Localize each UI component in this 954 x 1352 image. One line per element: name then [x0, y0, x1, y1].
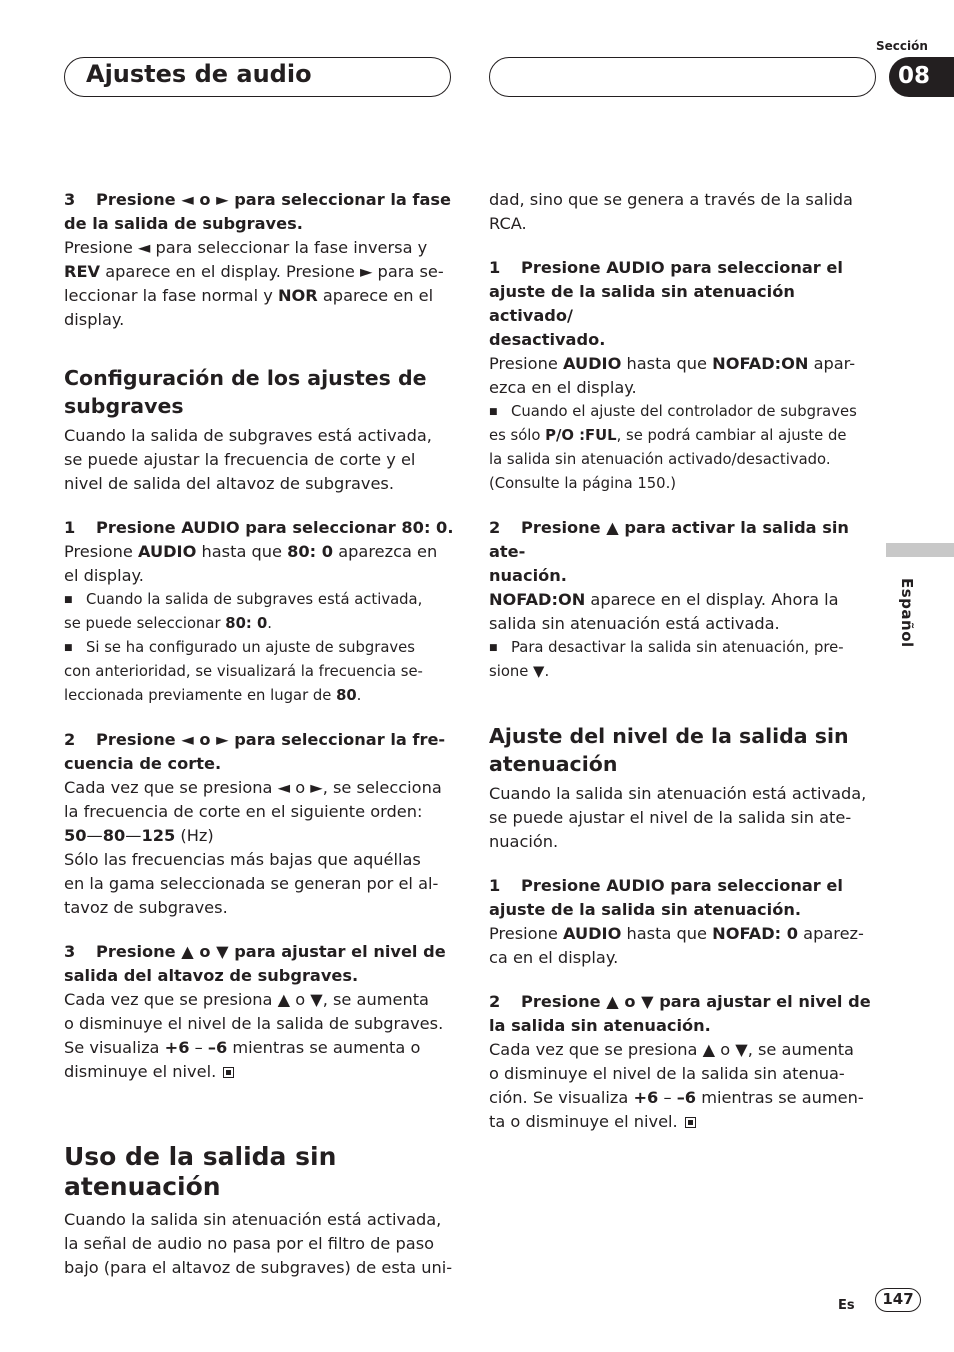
body-text: se puede ajustar la frecuencia de corte y el	[64, 450, 416, 469]
note-text: sione ▼.	[489, 663, 550, 680]
step-heading: 3 Presione ◄ o ► para seleccionar la fase	[64, 190, 452, 209]
step-heading: 3 Presione ▲ o ▼ para ajustar el nivel de	[64, 942, 446, 961]
page-header-title: Ajustes de audio	[86, 60, 312, 88]
left-column	[64, 188, 454, 1280]
step-heading-cont: la salida sin atenuación.	[489, 1016, 711, 1035]
step-heading-cont: nuación.	[489, 566, 567, 585]
body-text: salida sin atenuación está activada.	[489, 614, 780, 633]
bullet-square-icon: ■	[489, 643, 498, 653]
body-text: Presione AUDIO hasta que NOFAD: 0 aparez-	[489, 924, 864, 943]
language-tab-marker	[886, 543, 954, 557]
step-heading-cont: salida del altavoz de subgraves.	[64, 966, 359, 985]
step-heading: 1 Presione AUDIO para seleccionar 80: 0.	[64, 518, 454, 537]
body-text: dad, sino que se genera a través de la salida	[489, 190, 853, 209]
body-text: Presione ◄ para seleccionar la fase inversa y	[64, 238, 428, 257]
step-heading-cont: ajuste de la salida sin atenuación activado/	[489, 282, 795, 325]
body-text: Presione AUDIO hasta que NOFAD:ON apar-	[489, 354, 856, 373]
body-text: o disminuye el nivel de la salida sin atenua-	[489, 1064, 845, 1083]
note-text: la salida sin atenuación activado/desactivado.	[489, 451, 831, 468]
note-item: ■ Si se ha configurado un ajuste de subgraves	[64, 636, 454, 660]
body-text: bajo (para el altavoz de subgraves) de esta uni-	[64, 1258, 453, 1277]
section-heading-config: Configuración de los ajustes de	[64, 366, 427, 390]
footer-language-code: Es	[838, 1298, 855, 1313]
step-heading: 2 Presione ▲ o ▼ para ajustar el nivel de	[489, 992, 871, 1011]
body-text: nuación.	[489, 832, 559, 851]
note-item: ■ Cuando el ajuste del controlador de subgraves	[489, 400, 879, 424]
body-text: Se visualiza +6 – –6 mientras se aumenta o	[64, 1038, 421, 1057]
body-text: Cuando la salida de subgraves está activada,	[64, 426, 432, 445]
header-right-frame	[489, 57, 876, 97]
step-heading-cont: de la salida de subgraves.	[64, 214, 303, 233]
body-text: REV aparece en el display. Presione ► para se-	[64, 262, 444, 281]
note-text: es sólo P/O :FUL, se podrá cambiar al ajuste de	[489, 427, 847, 444]
section-heading-nivel: Ajuste del nivel de la salida sin	[489, 724, 849, 748]
body-text: display.	[64, 310, 125, 329]
body-text: ta o disminuye el nivel.	[489, 1110, 879, 1134]
body-text: el display.	[64, 566, 144, 585]
section-number-badge: 08	[889, 57, 954, 97]
step-heading-cont: desactivado.	[489, 330, 606, 349]
body-text: Sólo las frecuencias más bajas que aquéllas	[64, 850, 421, 869]
note-text: con anterioridad, se visualizará la frecuencia se-	[64, 663, 423, 680]
section-label: Sección	[876, 39, 928, 53]
step-heading: 2 Presione ▲ para activar la salida sin ate-	[489, 518, 849, 561]
body-text: leccionar la fase normal y NOR aparece en el	[64, 286, 434, 305]
body-text: tavoz de subgraves.	[64, 898, 228, 917]
step-heading: 2 Presione ◄ o ► para seleccionar la fre-	[64, 730, 446, 749]
end-mark-icon	[685, 1117, 696, 1128]
note-item: ■ Para desactivar la salida sin atenuación, pre-	[489, 636, 879, 660]
body-text: Cada vez que se presiona ◄ o ►, se selecciona	[64, 778, 442, 797]
step-heading: 1 Presione AUDIO para seleccionar el	[489, 876, 843, 895]
step-heading: 1 Presione AUDIO para seleccionar el	[489, 258, 843, 277]
body-text: la señal de audio no pasa por el filtro de paso	[64, 1234, 435, 1253]
body-text: se puede ajustar el nivel de la salida sin ate-	[489, 808, 852, 827]
body-text: Cuando la salida sin atenuación está activada,	[64, 1210, 442, 1229]
body-text: Cada vez que se presiona ▲ o ▼, se aumenta	[64, 990, 429, 1009]
body-text: la frecuencia de corte en el siguiente orden:	[64, 802, 423, 821]
body-text: NOFAD:ON aparece en el display. Ahora la	[489, 590, 839, 609]
section-heading-nivel-cont: atenuación	[489, 752, 618, 776]
body-text: en la gama seleccionada se generan por el al-	[64, 874, 439, 893]
body-text: o disminuye el nivel de la salida de subgraves.	[64, 1014, 444, 1033]
body-text: Presione AUDIO hasta que 80: 0 aparezca en	[64, 542, 438, 561]
page-number: 147	[875, 1288, 921, 1312]
language-side-label: Español	[898, 578, 916, 648]
body-text: RCA.	[489, 214, 527, 233]
note-text: se puede seleccionar 80: 0.	[64, 615, 272, 632]
body-text: Cada vez que se presiona ▲ o ▼, se aumenta	[489, 1040, 854, 1059]
body-text: ción. Se visualiza +6 – –6 mientras se aumen-	[489, 1088, 864, 1107]
note-text: (Consulte la página 150.)	[489, 475, 677, 492]
note-item: ■ Cuando la salida de subgraves está activada,	[64, 588, 454, 612]
body-text: ca en el display.	[489, 948, 619, 967]
step-heading-cont: ajuste de la salida sin atenuación.	[489, 900, 801, 919]
bullet-square-icon: ■	[489, 407, 498, 417]
bullet-square-icon: ■	[64, 643, 73, 653]
body-text: disminuye el nivel.	[64, 1060, 454, 1084]
end-mark-icon	[223, 1067, 234, 1078]
note-text: leccionada previamente en lugar de 80.	[64, 687, 362, 704]
body-text: ezca en el display.	[489, 378, 637, 397]
body-text: Cuando la salida sin atenuación está activada,	[489, 784, 867, 803]
body-text: nivel de salida del altavoz de subgraves.	[64, 474, 395, 493]
frequency-order: 50—80—125 (Hz)	[64, 826, 214, 845]
section-heading-config-cont: subgraves	[64, 394, 184, 418]
right-column	[489, 188, 879, 1134]
bullet-square-icon: ■	[64, 595, 73, 605]
step-heading-cont: cuencia de corte.	[64, 754, 222, 773]
section-heading-uso: Uso de la salida sin atenuación	[64, 1142, 337, 1201]
